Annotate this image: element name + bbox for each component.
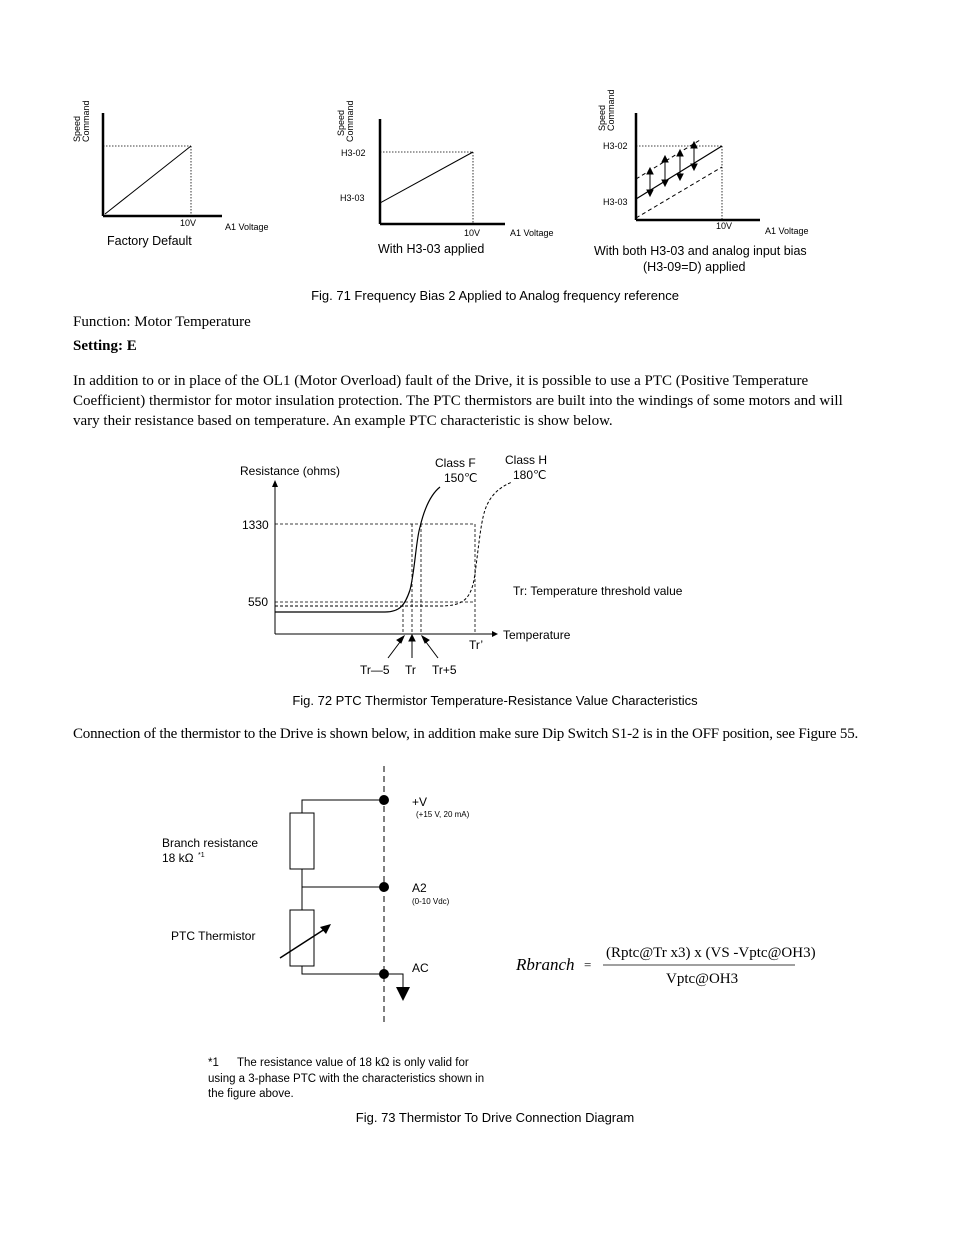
ptc-label: PTC Thermistor — [171, 929, 256, 943]
graph-label: With both H3-03 and analog input bias — [594, 244, 807, 258]
fig72-caption: Fig. 72 PTC Thermistor Temperature-Resistance Value Characteristics — [292, 693, 698, 708]
class-f-label: Class F — [435, 456, 476, 470]
ac-label: AC — [412, 961, 429, 975]
branch-resistor — [290, 813, 314, 869]
branch-note-mark: *1 — [198, 852, 205, 859]
formula-numerator: (Rptc@Tr x3) x (VS -Vptc@OH3) — [606, 945, 816, 961]
function-line: Function: Motor Temperature — [73, 314, 251, 330]
paragraph-connection: Connection of the thermistor to the Drive is shown below, in addition make sure Dip Switch S1-2 is in the OFF position, see Figure 55. — [73, 726, 859, 742]
tick-tr: Tr — [405, 663, 416, 677]
h3-02-tick: H3-02 — [341, 148, 366, 158]
tr-note: Tr: Temperature threshold value — [513, 584, 683, 598]
class-h-temp: 180℃ — [513, 468, 547, 482]
h3-03-tick: H3-03 — [340, 193, 365, 203]
ten-v-tick: 10V — [180, 218, 197, 228]
graph-label: With H3-03 applied — [378, 242, 485, 256]
ten-v-tick: 10V — [464, 228, 481, 238]
a1-voltage-label: A1 Voltage — [510, 228, 554, 238]
a1-voltage-label: A1 Voltage — [765, 226, 809, 236]
speed-command-label: Speed — [597, 104, 607, 131]
formula-equals: = — [584, 957, 592, 972]
fig73-caption: Fig. 73 Thermistor To Drive Connection Diagram — [355, 1110, 635, 1125]
speed-command-label: Speed — [336, 109, 346, 136]
a1-voltage-label: A1 Voltage — [225, 222, 269, 232]
setting-line: Setting: E — [73, 338, 137, 354]
footnote-mark: *1 — [208, 1057, 219, 1069]
footnote-line: the figure above. — [208, 1088, 294, 1100]
a2-label: A2 — [412, 881, 427, 895]
footnote-line: The resistance value of 18 kΩ is only valid for — [237, 1057, 469, 1069]
a2-sublabel: (0-10 Vdc) — [412, 897, 450, 906]
speed-command-label: Command — [345, 100, 355, 142]
tick-550: 550 — [248, 595, 269, 609]
ground-arrow-icon — [396, 987, 410, 1001]
terminal-ac — [379, 969, 389, 979]
fig71-caption: Fig. 71 Frequency Bias 2 Applied to Analog frequency reference — [311, 288, 679, 303]
y-axis-label: Resistance (ohms) — [240, 464, 341, 478]
terminal-a2 — [379, 882, 389, 892]
tick-1330: 1330 — [242, 518, 269, 532]
plus-v-sublabel: (+15 V, 20 mA) — [416, 810, 470, 819]
rbranch-formula — [515, 945, 816, 987]
plus-v-label: +V — [412, 795, 428, 809]
speed-command-label: Command — [81, 100, 91, 142]
class-h-label: Class H — [505, 453, 548, 467]
tick-tr-prime: Tr’ — [469, 638, 483, 652]
branch-value: 18 kΩ — [162, 851, 194, 865]
footnote-line: using a 3-phase PTC with the characteristics shown in — [208, 1073, 485, 1085]
h3-03-tick: H3-03 — [603, 197, 628, 207]
graph-label: Factory Default — [107, 234, 192, 248]
h3-02-tick: H3-02 — [603, 141, 628, 151]
speed-command-label: Speed — [72, 115, 82, 142]
terminal-plus-v — [379, 795, 389, 805]
tick-tr-plus-5: Tr+5 — [432, 663, 457, 677]
tick-tr-minus-5: Tr—5 — [360, 663, 390, 677]
speed-command-label: Command — [606, 89, 616, 131]
ten-v-tick: 10V — [716, 221, 733, 231]
class-f-temp: 150℃ — [444, 471, 478, 485]
x-axis-label: Temperature — [503, 628, 571, 642]
paragraph-ptc-intro: In addition to or in place of the OL1 (Motor Overload) fault of the Drive, it is possible to use a PTC (Positive Temperature Coefficient) thermistor for motor insulation protection. The PTC thermistors are built into the windings of some motors and will vary their resistance based on temperature. An example PTC characteristic is show below. — [73, 373, 843, 429]
formula-lhs: Rbranch — [516, 955, 575, 974]
formula-denominator: Vptc@OH3 — [666, 971, 739, 987]
graph-label: (H3-09=D) applied — [643, 260, 746, 274]
branch-label: Branch resistance — [162, 836, 259, 850]
